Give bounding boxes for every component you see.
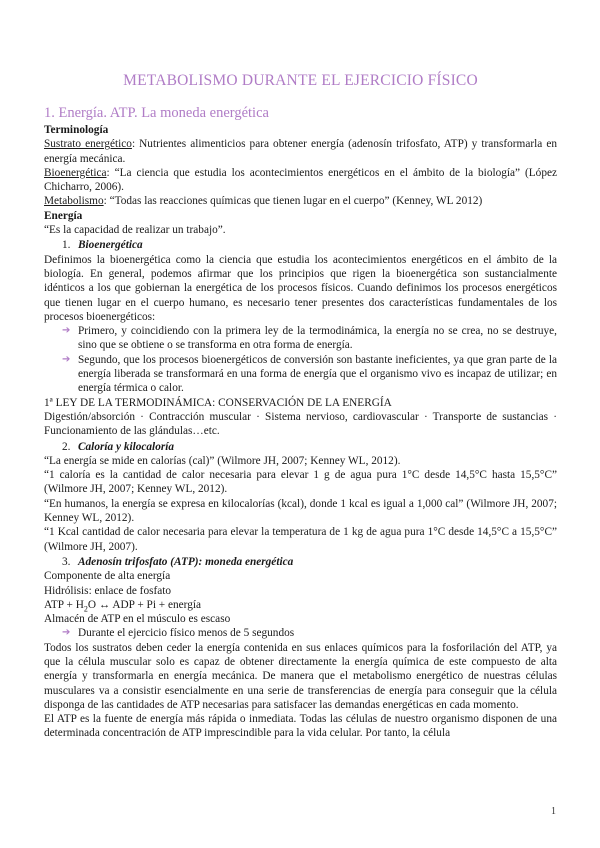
bioenergetica-paragraph: Definimos la bioenergética como la ciencia que estudia los acontecimientos energéticos en el ámbito de la biología. En general, podemos afirmar que los principios que rigen la bioenergética son sustancialmente idénticos a los que gobiernan la energética de los procesos físicos. Cuando definimos los procesos energéticos que tienen lugar en el cuerpo humano, es necesario tener presentes dos características fundamentales de los procesos bioenergéticos:	[44, 253, 557, 323]
term-bioenergetica	[44, 166, 557, 195]
atp-equation	[44, 598, 557, 612]
document-body	[44, 123, 557, 741]
atp-line: Hidrólisis: enlace de fosfato	[44, 584, 172, 597]
subsection-title: Bioenergética	[78, 239, 143, 252]
subsection-caloria-heading	[44, 440, 557, 454]
subsection-atp-heading	[44, 555, 557, 569]
term-bioenergetica-label: Bioenergética	[44, 166, 107, 179]
term-metabolismo-def: : “Todas las reacciones químicas que tienen lugar en el cuerpo” (Kenney, WL 2012)	[103, 195, 483, 208]
subsection-number: 2.	[62, 440, 71, 453]
arrow-right-icon: ➔	[62, 353, 71, 365]
atp-paragraph: El ATP es la fuente de energía más rápida o inmediata. Todas las células de nuestro organismo disponen de una determinada concentración de ATP imprescindible para la vida celular. Por tanto, la célula	[44, 713, 557, 740]
section-heading-1: 1. Energía. ATP. La moneda energética	[44, 105, 269, 121]
caloria-line: “En humanos, la energía se expresa en kilocalorías (kcal), donde 1 kcal es igual a 1,000 cal” (Wilmore JH, 2007; Kenney WL, 2012).	[44, 497, 557, 525]
arrow-right-icon: ➔	[62, 325, 71, 337]
energia-definition: “Es la capacidad de realizar un trabajo”.	[44, 224, 226, 237]
atp-paragraph: Todos los sustratos deben ceder la energía contenida en sus enlaces químicos para la fosforilación del ATP, ya que la célula muscular solo es capaz de obtener directamente la energía química de este compuesto de alta energía y transformarla en energía mecánica. De manera que el metabolismo energético de nuestras células musculares va a consistir esencialmente en una serie de transferencias de energía para conseguir que la célula disponga de las cantidades de ATP necesarias para satisfacer las demandas energéticas en cada momento.	[44, 641, 557, 711]
subsection-bioenergetica-heading	[44, 238, 557, 252]
equation-part: ATP + H	[44, 598, 84, 611]
page-number: 1	[551, 806, 556, 817]
equation-part: O ↔ ADP + Pi + energía	[87, 598, 202, 611]
term-sustrato-def: : Nutrientes alimenticios para obtener energía (adenosín trifosfato, ATP) y transformarla en energía mecánica.	[44, 138, 557, 165]
list-item-text: Primero, y coincidiendo con la primera ley de la termodinámica, la energía no se crea, no se destruye, sino que se obtiene o se transforma en otra forma de energía.	[78, 325, 557, 352]
thermodynamics-law: 1ª LEY DE LA TERMODINÁMICA: CONSERVACIÓN DE LA ENERGÍA	[44, 396, 392, 409]
caloria-line: “La energía se mide en calorías (cal)” (Wilmore JH, 2007; Kenney WL, 2012).	[44, 454, 401, 467]
term-metabolismo	[44, 194, 557, 208]
subsection-title: Adenosín trifosfato (ATP): moneda energética	[78, 555, 294, 568]
terminologia-heading: Terminología	[44, 124, 109, 136]
list-item	[44, 626, 557, 640]
term-sustrato	[44, 137, 557, 166]
subsection-number: 1.	[62, 239, 71, 252]
equation-subscript: 2	[83, 604, 88, 614]
list-item	[44, 353, 557, 396]
list-item	[44, 324, 557, 353]
list-item-text: Durante el ejercicio físico menos de 5 segundos	[78, 627, 295, 640]
document-title: METABOLISMO DURANTE EL EJERCICIO FÍSICO	[123, 72, 478, 89]
atp-line: Almacén de ATP en el músculo es escaso	[44, 613, 231, 626]
term-bioenergetica-def: : “La ciencia que estudia los acontecimientos energéticos en el ámbito de la biología” (López Chicharro, 2006).	[44, 166, 557, 194]
term-metabolismo-label: Metabolismo	[44, 195, 104, 208]
energy-examples: Digestión/absorción · Contracción muscular · Sistema nervioso, cardiovascular · Transporte de sustancias · Funcionamiento de las glándulas…etc.	[44, 410, 557, 438]
caloria-line: “1 caloría es la cantidad de calor necesaria para elevar 1 g de agua pura 1°C desde 14,5°C hasta 15,5°C” (Wilmore JH, 2007; Kenney WL, 2012).	[44, 469, 557, 496]
caloria-line: “1 Kcal cantidad de calor necesaria para elevar la temperatura de 1 kg de agua pura 1°C desde 14,5°C a 15,5°C” (Wilmore JH, 2007).	[44, 526, 557, 553]
arrow-right-icon: ➔	[62, 627, 71, 639]
energia-heading: Energía	[44, 209, 83, 222]
list-item-text: Segundo, que los procesos bioenergéticos de conversión son bastante ineficientes, ya que gran parte de la energía liberada se transformará en una forma de energía que el organismo vivo es incapaz de utilizar; en energía térmica o calor.	[78, 353, 557, 395]
subsection-title: Caloría y kilocaloría	[78, 440, 175, 453]
atp-line: Componente de alta energía	[44, 570, 171, 583]
subsection-number: 3.	[62, 555, 71, 568]
term-sustrato-label: Sustrato energético	[44, 138, 132, 151]
